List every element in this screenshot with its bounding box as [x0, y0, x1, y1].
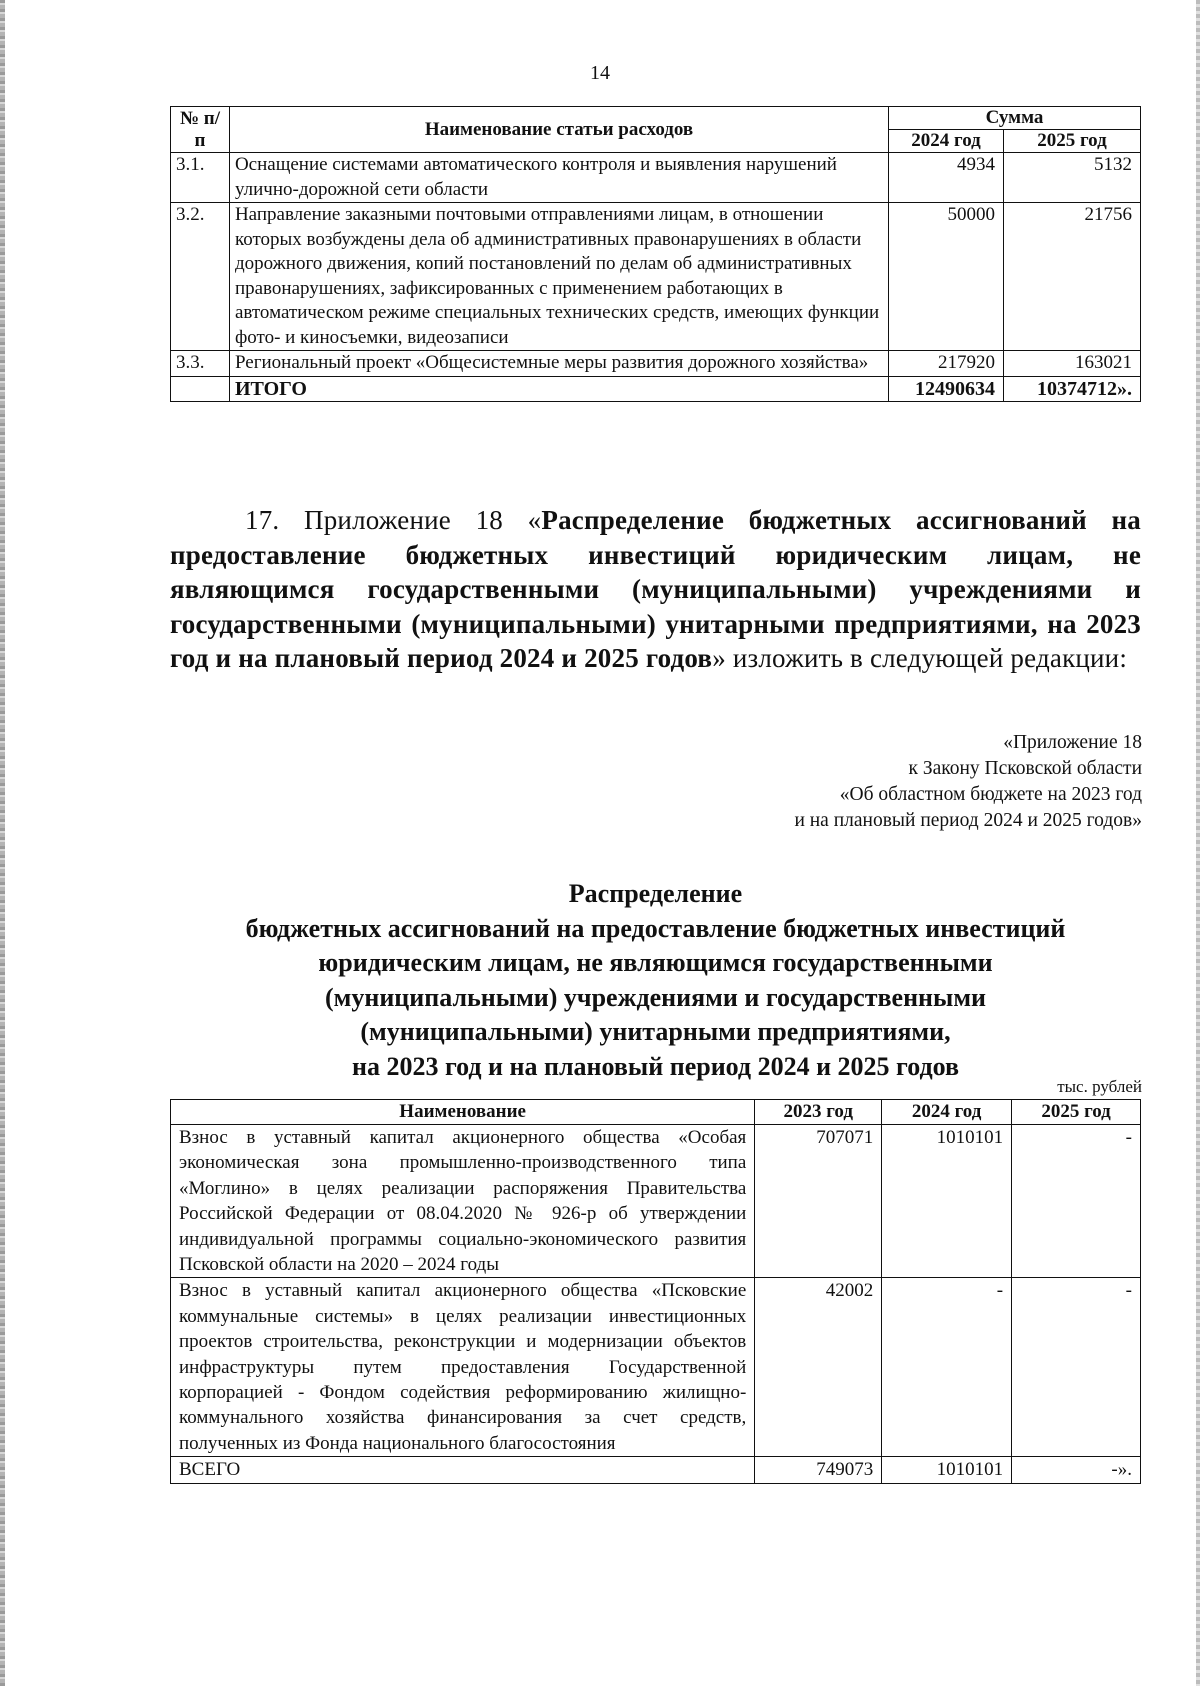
appendix-line: «Об областном бюджете на 2023 год: [839, 784, 1142, 805]
table-row: [171, 153, 1141, 203]
page-number: 14: [590, 62, 610, 84]
expenses-table: [170, 106, 1141, 402]
table-row: [171, 1125, 1141, 1278]
header-2025: 2025 год: [1012, 1100, 1141, 1125]
title-line: Распределение: [568, 879, 743, 908]
table-row: [171, 351, 1141, 377]
scan-edge-right: [1196, 0, 1200, 1686]
total-label: ВСЕГО: [171, 1457, 755, 1483]
row-name: Взнос в уставный капитал акционерного общества «Особая экономическая зона промышленно-производственного типа «Моглино» в целях реализации распоряжения Правительства Российской Федерации от 08.04.2020 № 926-р об утверждении индивидуальной программы социально-экономического развития Псковской области на 2020 – 2024 годы: [171, 1125, 755, 1278]
header-2024: 2024 год: [889, 130, 1004, 153]
table-header-row: [171, 1100, 1141, 1125]
title-line: бюджетных ассигнований на предоставление бюджетных инвестиций: [245, 913, 1066, 943]
row-2023: 42002: [755, 1278, 882, 1457]
header-sum: Сумма: [889, 107, 1141, 130]
scan-edge-left: [0, 0, 5, 1686]
paragraph-tail: » изложить в следующей редакции:: [712, 643, 1128, 673]
row-2025: 5132: [1004, 153, 1141, 203]
appendix-line: «Приложение 18: [1003, 732, 1142, 753]
appendix-reference: [794, 730, 1142, 834]
row-2024: 50000: [889, 203, 1004, 351]
title-line: (муниципальными) учреждениями и государственными: [324, 982, 987, 1012]
header-name: Наименование: [171, 1100, 755, 1125]
header-num: № п/п: [171, 107, 230, 153]
total-label: ИТОГО: [229, 376, 888, 402]
total-row: [171, 376, 1141, 402]
header-2024: 2024 год: [882, 1100, 1012, 1125]
table-header-row: [171, 107, 1141, 130]
row-name: Направление заказными почтовыми отправлениями лицам, в отношении которых возбуждены дела об административных правонарушениях в области дорожного движения, копий постановлений по делам об административных правонарушениях, зафиксированных с применением работающих в автоматическом режиме специальных технических средств, имеющих функции фото- и киносъемки, видеозаписи: [229, 203, 888, 351]
row-2025: 163021: [1004, 351, 1141, 377]
total-empty-cell: [171, 376, 230, 402]
total-2025: -».: [1012, 1457, 1141, 1483]
row-2025: -: [1012, 1125, 1141, 1278]
total-2025: 10374712».: [1004, 376, 1141, 402]
total-2024: 1010101: [882, 1457, 1012, 1483]
distribution-title: [170, 877, 1141, 1084]
row-num: 3.3.: [171, 351, 230, 377]
investments-table: [170, 1099, 1141, 1484]
header-2023: 2023 год: [755, 1100, 882, 1125]
header-2025: 2025 год: [1004, 130, 1141, 153]
table-row: [171, 203, 1141, 351]
paragraph-lead: 17. Приложение 18 «: [245, 505, 542, 535]
title-line: юридическим лицам, не являющимся государственными: [318, 948, 993, 977]
table-row: [171, 1278, 1141, 1457]
row-name: Взнос в уставный капитал акционерного общества «Псковские коммунальные системы» в целях реализации инвестиционных проектов строительства, реконструкции и модернизации объектов инфраструктуры путем предоставления Государственной корпорацией - Фондом содействия реформированию жилищно-коммунального хозяйства финансирования за счет средств, полученных из Фонда национального благосостояния: [171, 1278, 755, 1457]
title-line: на 2023 год и на плановый период 2024 и 2025 годов: [351, 1051, 960, 1081]
total-2023: 749073: [755, 1457, 882, 1483]
row-name: Региональный проект «Общесистемные меры развития дорожного хозяйства»: [229, 351, 888, 377]
row-num: 3.1.: [171, 153, 230, 203]
total-row: [171, 1457, 1141, 1483]
row-2025: 21756: [1004, 203, 1141, 351]
row-2024: 4934: [889, 153, 1004, 203]
total-2024: 12490634: [889, 376, 1004, 402]
title-line: (муниципальными) унитарными предприятиями,: [360, 1017, 951, 1046]
row-2025: -: [1012, 1278, 1141, 1457]
row-name: Оснащение системами автоматического контроля и выявления нарушений улично-дорожной сети области: [229, 153, 888, 203]
row-2024: 1010101: [882, 1125, 1012, 1278]
header-name: Наименование статьи расходов: [229, 107, 888, 153]
paragraph-17: [170, 503, 1141, 676]
appendix-line: к Закону Псковской области: [908, 758, 1142, 779]
appendix-line: и на плановый период 2024 и 2025 годов»: [794, 810, 1142, 831]
row-2023: 707071: [755, 1125, 882, 1278]
row-2024: -: [882, 1278, 1012, 1457]
paragraph-bold-title: Распределение бюджетных ассигнований на предоставление бюджетных инвестиций юридическим лицам, не являющимся государственными (муниципальными) учреждениями и государственными (муниципальными) унитарными предприятиями, на 2023 год и на плановый период 2024 и 2025 годов: [170, 505, 1141, 673]
units-label: тыс. рублей: [1057, 1077, 1142, 1096]
row-num: 3.2.: [171, 203, 230, 351]
row-2024: 217920: [889, 351, 1004, 377]
